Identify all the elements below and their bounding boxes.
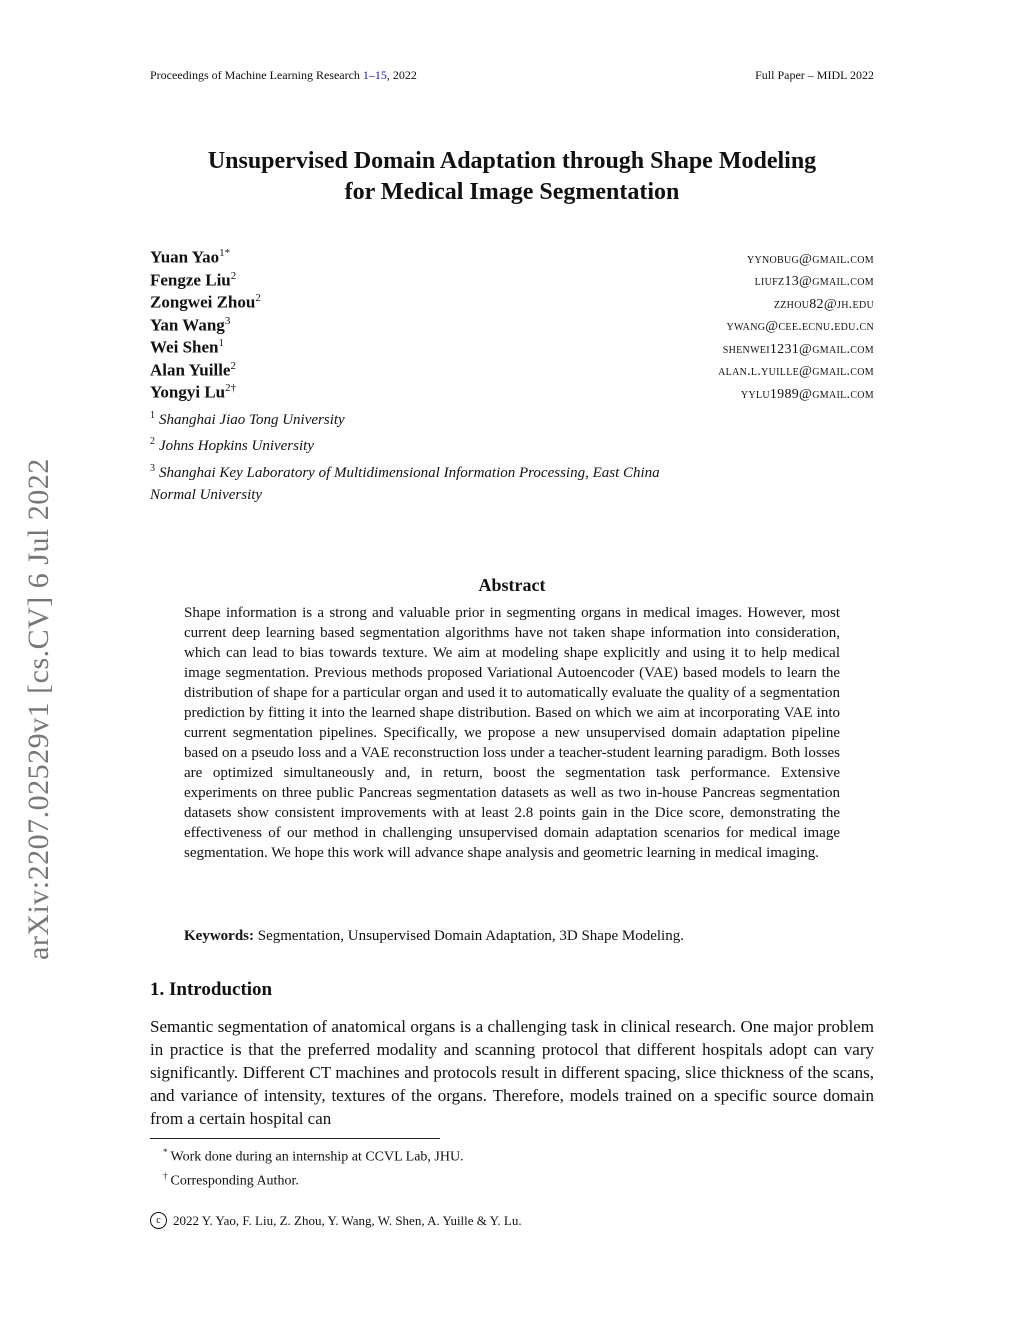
abstract-heading: Abstract: [478, 575, 546, 595]
author-row: [150, 382, 874, 405]
title-line-1: Unsupervised Domain Adaptation through Shape Modeling: [207, 148, 817, 174]
page-range-link[interactable]: 1–15: [362, 68, 387, 82]
author-name: Alan Yuille$^2$: [150, 359, 236, 380]
introduction-heading: 1. Introduction: [150, 979, 273, 1000]
proceedings-name: Proceedings of Machine Learning Research: [150, 68, 360, 82]
running-header-left: [150, 68, 417, 83]
footnotes: [163, 1143, 464, 1190]
author-name: Fengze Liu$^2$: [150, 269, 237, 290]
author-email[interactable]: yylu1989@gmail.com: [740, 386, 874, 402]
copyright-icon: c: [150, 1212, 167, 1229]
keywords-line: [184, 928, 840, 945]
running-header-right: Full Paper – MIDL 2022: [755, 68, 874, 82]
author-row: [150, 292, 874, 315]
author-name: Zongwei Zhou$^2$: [150, 292, 261, 312]
author-name: Yongyi $Lu^{2\dagger}$: [150, 382, 237, 402]
title-line-2: for Medical Image Segmentation: [344, 179, 680, 205]
affiliation: $^1$ Shanghai Jiao Tong University: [150, 409, 345, 428]
author-row: [150, 360, 874, 383]
paper-title: [120, 146, 904, 208]
author-name: Yan Wang$^3$: [150, 314, 231, 335]
author-name: Yuan Yao$^{1*}$: [150, 247, 231, 267]
author-row: [150, 247, 874, 270]
affiliation: $^2$ Johns Hopkins University: [150, 436, 314, 454]
author-name: Wei Shen$^1$: [150, 337, 224, 357]
footnote-divider: [150, 1138, 440, 1139]
footnote: † Corresponding Author.: [163, 1170, 299, 1189]
affiliation-continuation: Normal University: [150, 487, 263, 503]
proceedings-year: , 2022: [386, 68, 417, 82]
copyright-text: 2022 Y. Yao, F. Liu, Z. Zhou, Y. Wang, W. Shen, A. Yuille & Y. Lu.: [173, 1212, 522, 1228]
author-email[interactable]: liufz13@gmail.com: [754, 274, 874, 290]
author-email[interactable]: ywang@cee.ecnu.edu.cn: [726, 319, 874, 335]
copyright-notice: [150, 1212, 522, 1229]
keywords-list: Segmentation, Unsupervised Domain Adaptation, 3D Shape Modeling.: [257, 928, 684, 944]
author-email[interactable]: alan.l.yuille@gmail.com: [718, 364, 874, 380]
author-row: [150, 337, 874, 360]
author-email[interactable]: yynobug@gmail.com: [746, 251, 874, 267]
introduction-text: Semantic segmentation of anatomical organs is a challenging task in clinical research. One major problem in practice is that the preferred modality and scanning protocol that different hospitals adopt can vary significantly. Different CT machines and protocols result in different spacing, slice thickness of the scans, and variance of intensity, textures of the organs. Therefore, models trained on a specific source domain from a certain hospital can: [150, 1017, 874, 1128]
author-block: [150, 247, 874, 507]
arxiv-identifier-stamp: arXiv:2207.02529v1 [cs.CV] 6 Jul 2022: [22, 458, 55, 960]
keywords-label: Keywords:: [184, 928, 254, 944]
author-row: [150, 315, 874, 338]
abstract-text: Shape information is a strong and valuable prior in segmenting organs in medical images. However, most current deep learning based segmentation algorithms have not taken shape information into consideration, which can lead to bias towards texture. We aim at modeling shape explicitly and using it to help medical image segmentation. Previous methods proposed Variational Autoencoder (VAE) based models to learn the distribution of shape for a particular organ and used it to automatically evaluate the quality of a segmentation prediction by fitting it into the learned shape distribution. Based on which we aim at incorporating VAE into current segmentation pipelines. Specifically, we propose a new unsupervised domain adaptation pipeline based on a pseudo loss and a VAE reconstruction loss under a teacher-student learning paradigm. Both losses are optimized simultaneously and, in return, boost the segmentation task performance. Extensive experiments on three public Pancreas segmentation datasets as well as two in-house Pancreas segmentation datasets show consistent improvements with at least 2.8 points gain in the Dice score, demonstrating the effectiveness of our method in challenging unsupervised domain adaptation scenarios for medical image segmentation. We hope this work will advance shape analysis and geometric learning in medical imaging.: [184, 605, 840, 861]
author-row: [150, 270, 874, 293]
affiliation: $^3$ Shanghai Key Laboratory of Multidimensional Information Processing, East China: [150, 462, 660, 481]
author-email[interactable]: shenwei1231@gmail.com: [722, 341, 874, 357]
author-email[interactable]: zzhou82@jh.edu: [773, 296, 874, 312]
footnote: * Work done during an internship at CCVL Lab, JHU.: [163, 1147, 464, 1165]
